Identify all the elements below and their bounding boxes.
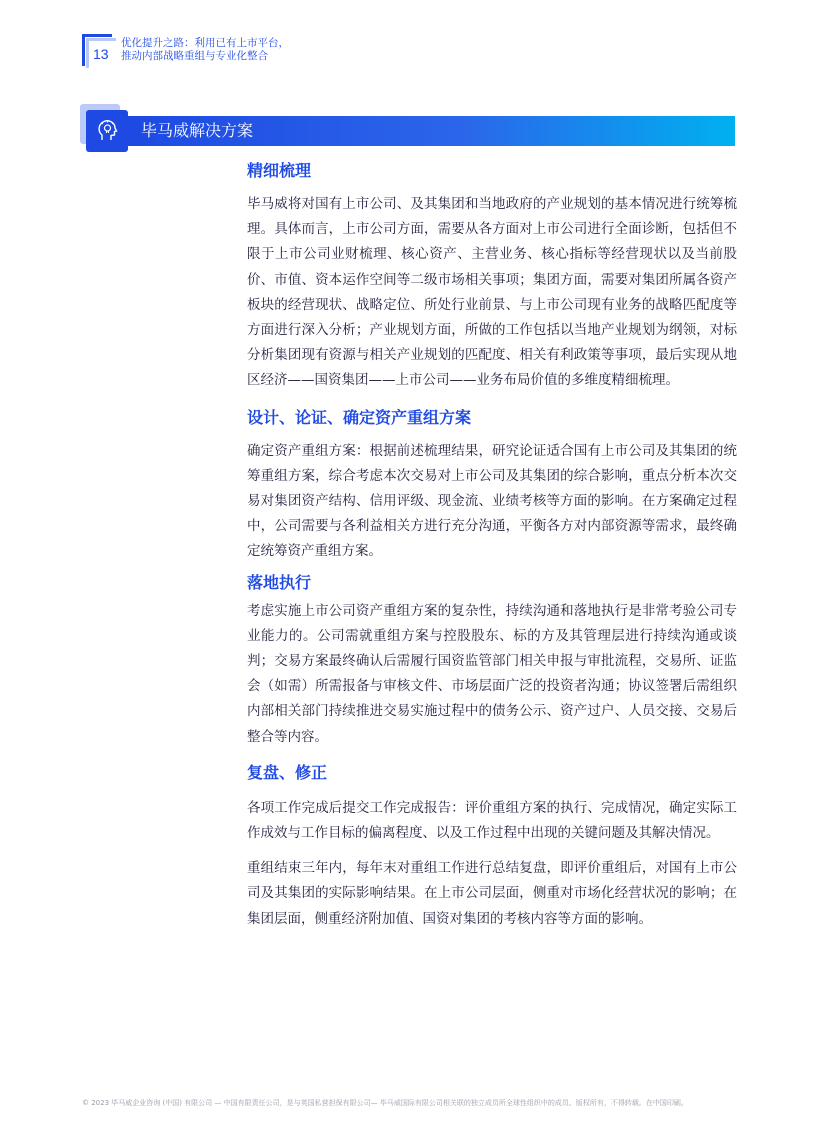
page-number: 13: [93, 46, 109, 62]
banner-icon-box: [86, 110, 128, 152]
section-paragraph: 各项工作完成后提交工作完成报告：评价重组方案的执行、完成情况，确定实际工作成效与工作目标的偏离程度、以及工作过程中出现的关键问题及其解决情况。: [247, 799, 737, 842]
banner-title: 毕马威解决方案: [141, 121, 254, 140]
section-review-revision: [247, 759, 737, 932]
section-heading: 设计、论证、确定资产重组方案: [247, 407, 472, 427]
section-paragraph: 重组结束三年内，每年末对重组工作进行总结复盘，即评价重组后，对国有上市公司及其集团的实际影响结果。在上市公司层面，侧重对市场化经营状况的影响；在集团层面，侧重经济附加值、国资对集团的考核内容等方面的影响。: [247, 860, 737, 927]
section-paragraph: 毕马威将对国有上市公司、及其集团和当地政府的产业规划的基本情况进行统筹梳理。具体而言，上市公司方面，需要从各方面对上市公司进行全面诊断，包括但不限于上市公司业财梳理、核心资产、主营业务、核心指标等经营现状以及当前股价、市值、资本运作空间等二级市场相关事项；集团方面，需要对集团所属各资产板块的经营现状、战略定位、所处行业前景、与上市公司现有业务的战略匹配度等方面进行深入分析；产业规划方面，所做的工作包括以当地产业规划为纲领，对标分析集团现有资源与相关产业规划的匹配度、相关有利政策等事项，最后实现从地区经济——国资集团——上市公司——业务布局价值的多维度精细梳理。: [247, 196, 737, 389]
header-title: [121, 37, 361, 63]
section-paragraph: 考虑实施上市公司资产重组方案的复杂性，持续沟通和落地执行是非常考验公司专业能力的。公司需就重组方案与控股股东、标的方及其管理层进行持续沟通或谈判；交易方案最终确认后需履行国资监管部门相关申报与审批流程，交易所、证监会（如需）所需报备与审核文件、市场层面广泛的投资者沟通；协议签署后需组织内部相关部门持续推进交易实施过程中的债务公示、资产过户、人员交接、交易后整合等内容。: [247, 602, 737, 745]
footer-copyright: © 2023 毕马威企业咨询 (中国) 有限公司 — 中国有限责任公司，是与英国私营担保有限公司— 毕马威国际有限公司相关联的独立成员所全球性组织中的成员。版权所有，不得转载。在中国印刷。: [82, 1099, 688, 1107]
section-heading: 精细梳理: [247, 161, 312, 180]
section-execution: [247, 569, 737, 750]
section-heading: 落地执行: [247, 572, 312, 592]
section-restructuring-plan: [247, 404, 737, 565]
header-title-line2: 推动内部战略重组与专业化整合: [121, 50, 268, 62]
section-detailed-review: [247, 157, 737, 394]
lightbulb-head-icon: [92, 116, 122, 146]
section-heading: 复盘、修正: [247, 762, 328, 782]
main-content: [247, 157, 737, 932]
section-paragraph: 确定资产重组方案：根据前述梳理结果，研究论证适合国有上市公司及其集团的统筹重组方案，综合考虑本次交易对上市公司及其集团的综合影响，重点分析本次交易对集团资产结构、信用评级、现金流、业绩考核等方面的影响。在方案确定过程中，公司需要与各利益相关方进行充分沟通，平衡各方对内部资源等需求，最终确定统筹资产重组方案。: [247, 442, 737, 560]
header-title-line1: 优化提升之路：利用已有上市平台，: [121, 37, 289, 49]
